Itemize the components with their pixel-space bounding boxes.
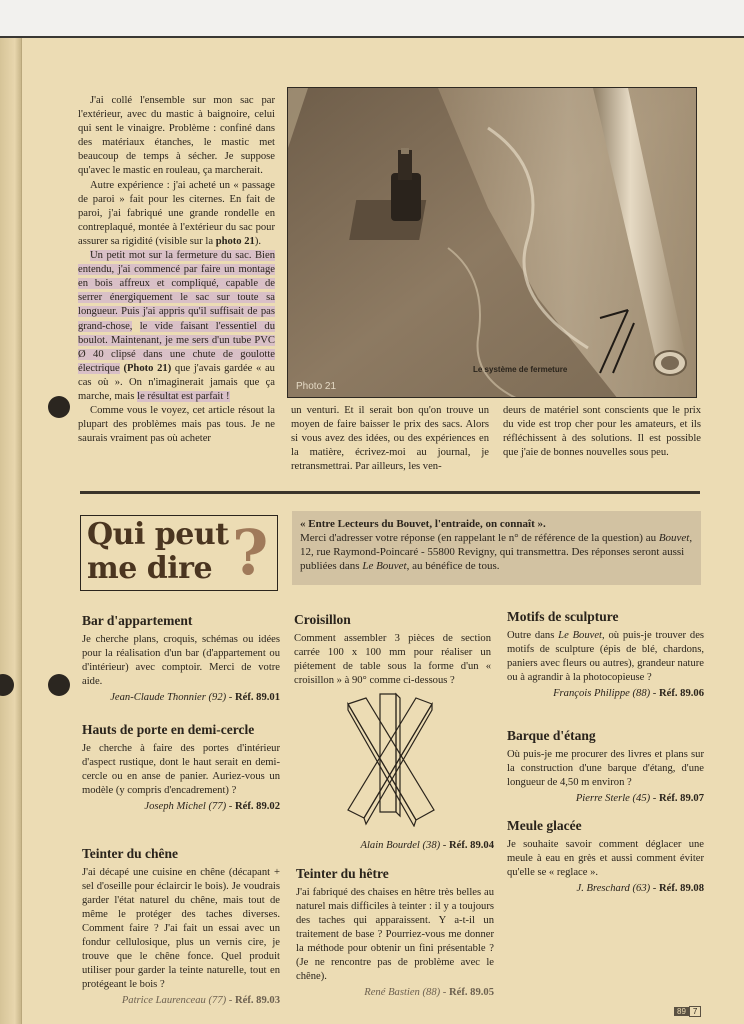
page-number: 89 7	[674, 1006, 706, 1020]
punch-hole	[48, 396, 70, 418]
question-body: Comment assembler 3 pièces de section carrée 100 x 100 mm pour réaliser un piétement de table sous la forme d'un « croisillon » à 90° comme ci-dessous ?	[294, 633, 491, 686]
question-title: Teinter du chêne	[82, 846, 179, 861]
question-signature: Joseph Michel (77) - Réf. 89.02	[144, 801, 280, 812]
question-signature: Jean-Claude Thonnier (92) - Réf. 89.01	[110, 692, 280, 703]
question-body: J'ai fabriqué des chaises en hêtre très belles au naturel mais difficiles à teinter : il y a toujours des taches qui apparaissent. Y a-t-il un traitement de base ? Pourriez-vous me donner la méthode pour obtenir un fini présentable ? (Je ne rencontre pas de problème avec le chêne).	[296, 887, 494, 982]
article-paragraph: Autre expérience : j'ai acheté un « passage de paroi » fait pour les citernes. En fait de paroi, j'ai fabriqué une grande rondelle en contreplaqué, montée à l'extérieur du sac pour assurer sa rigidité (visible sur la photo 21).	[78, 179, 275, 247]
rubric-title-line: me dire	[87, 551, 213, 586]
question-body: Je souhaite savoir comment déglacer une meule à eau en grès et aussi comment éviter qu'elle se « reglace ».	[507, 839, 704, 878]
article-paragraph: un venturi. Et il serait bon qu'on trouve un moyen de faire baisser le prix des sacs. Alors si vous avez des idées, ou des expériences en la matière, écrivez-moi au journal, je retransmettrai. Par ailleurs, les ven-	[291, 405, 489, 473]
question-title: Hauts de porte en demi-cercle	[82, 722, 255, 737]
article-column-1	[78, 94, 275, 446]
scan-top-bar	[0, 0, 744, 38]
question-signature: Alain Bourdel (38) - Réf. 89.04	[360, 840, 494, 851]
question-body: Je cherche plans, croquis, schémas ou idées pour la réalisation d'un bar (d'appartement ou d'intérieur) avec comptoir. Merci de votre aide.	[82, 634, 280, 687]
article-column-3	[503, 404, 701, 460]
rubric-info-box	[292, 511, 701, 585]
article-paragraph: Un petit mot sur la fermeture du sac. Bien entendu, j'ai commencé par faire un montage en bois affreux et compliqué, capable de serrer énergiquement le sac sur toute sa longueur. Puis j'ai appris qu'il suffisait de pas grand-chose, le vide faisant l'essentiel du boulot. Maintenant, je me sers d'un tube PVC Ø 40 clipsé dans une chute de goulotte électrique (Photo 21) que j'avais gardée « au cas où ». On n'imaginerait jamais que ça marche, mais le résultat est parfait !	[78, 250, 275, 402]
photo-21	[287, 87, 697, 398]
photo-caption: Le système de fermeture	[473, 365, 568, 374]
question-item	[82, 846, 280, 1008]
article-column-2	[291, 404, 489, 474]
question-item	[296, 866, 494, 1000]
question-item	[294, 612, 491, 688]
question-signature: J. Breschard (63) - Réf. 89.08	[576, 883, 704, 894]
rubric-title-box	[80, 515, 278, 591]
question-item	[82, 613, 280, 705]
article-paragraph: Comme vous le voyez, cet article résout la plupart des problèmes mais pas tous. Je ne saurais vraiment pas où acheter	[78, 405, 275, 445]
croisillon-diagram	[340, 692, 440, 827]
question-title: Teinter du hêtre	[296, 866, 389, 881]
question-body: J'ai décapé une cuisine en chêne (décapant + sel d'oseille pour éclaircir le bois). Je voudrais garder l'état naturel du chêne, mais tout de même le protéger des taches diverses. Comment faire ? J'ai fait un essai avec un fondur cellulosique, plus un vernis cire, je trouve que le chêne fonce. Quel produit utiliser pour garder la teinte naturelle, tout en protégeant le bois ?	[82, 867, 280, 990]
question-mark-icon: ?	[232, 516, 269, 589]
question-item	[82, 722, 280, 814]
question-title: Bar d'appartement	[82, 613, 193, 628]
info-text: Merci d'adresser votre réponse (en rappelant le n° de référence de la question) au Bouvet, 12, rue Raymond-Poincaré - 55800 Revigny, qui transmettra. Des réponses seront aussi publiées dans Le Bouvet, au bénéfice de tous.	[300, 532, 693, 572]
question-signature: René Bastien (88) - Réf. 89.05	[364, 987, 494, 998]
question-item	[507, 728, 704, 806]
info-lead: « Entre Lecteurs du Bouvet, l'entraide, on connaît ».	[300, 518, 546, 530]
question-item	[294, 837, 494, 853]
punch-hole	[48, 674, 70, 696]
rubric-title	[87, 518, 229, 586]
article-paragraph: J'ai collé l'ensemble sur mon sac par l'extérieur, avec du mastic à baignoire, celui qui sent le vinaigre. Problème : confiné dans des matériaux étanches, le mastic met beaucoup de temps à sécher. Je suppose qu'avec le mastic en rouleau, ça marcherait.	[78, 95, 275, 177]
question-body: Outre dans Le Bouvet, où puis-je trouver des motifs de sculpture (épis de blé, chardons, paniers avec fleurs ou autres), grandeur nature ou à agrandir à la photocopieuse ?	[507, 630, 705, 683]
question-item	[507, 609, 704, 701]
question-body: Où puis-je me procurer des livres et plans sur la construction d'une barque d'étang, d'une longueur de 4,50 m environ ?	[507, 749, 704, 788]
question-signature: Patrice Laurenceau (77) - Réf. 89.03	[121, 995, 280, 1006]
question-title: Barque d'étang	[507, 728, 596, 743]
photo-label: Photo 21	[296, 381, 337, 392]
rubric-title-line: Qui peut	[87, 517, 229, 552]
page-binding-edge	[0, 38, 22, 1024]
question-item	[507, 818, 704, 896]
question-signature: François Philippe (88) - Réf. 89.06	[553, 688, 704, 699]
question-body: Je cherche à faire des portes d'intérieur d'aspect rustique, dont le haut serait en demi-cercle ou en anse de panier. Auriez-vous un modèle (y compris d'encadrement) ?	[82, 743, 280, 796]
question-title: Meule glacée	[507, 818, 582, 833]
closure-system-photo	[288, 88, 697, 398]
question-signature: Pierre Sterle (45) - Réf. 89.07	[575, 793, 704, 804]
question-title: Croisillon	[294, 612, 351, 627]
question-title: Motifs de sculpture	[507, 609, 619, 624]
section-divider	[80, 491, 700, 494]
article-paragraph: deurs de matériel sont conscients que le prix du vide est trop cher pour les amateurs, et ils réfléchissent à des solutions. Il est possible que j'aie de bonnes nouvelles sous peu.	[503, 405, 701, 459]
